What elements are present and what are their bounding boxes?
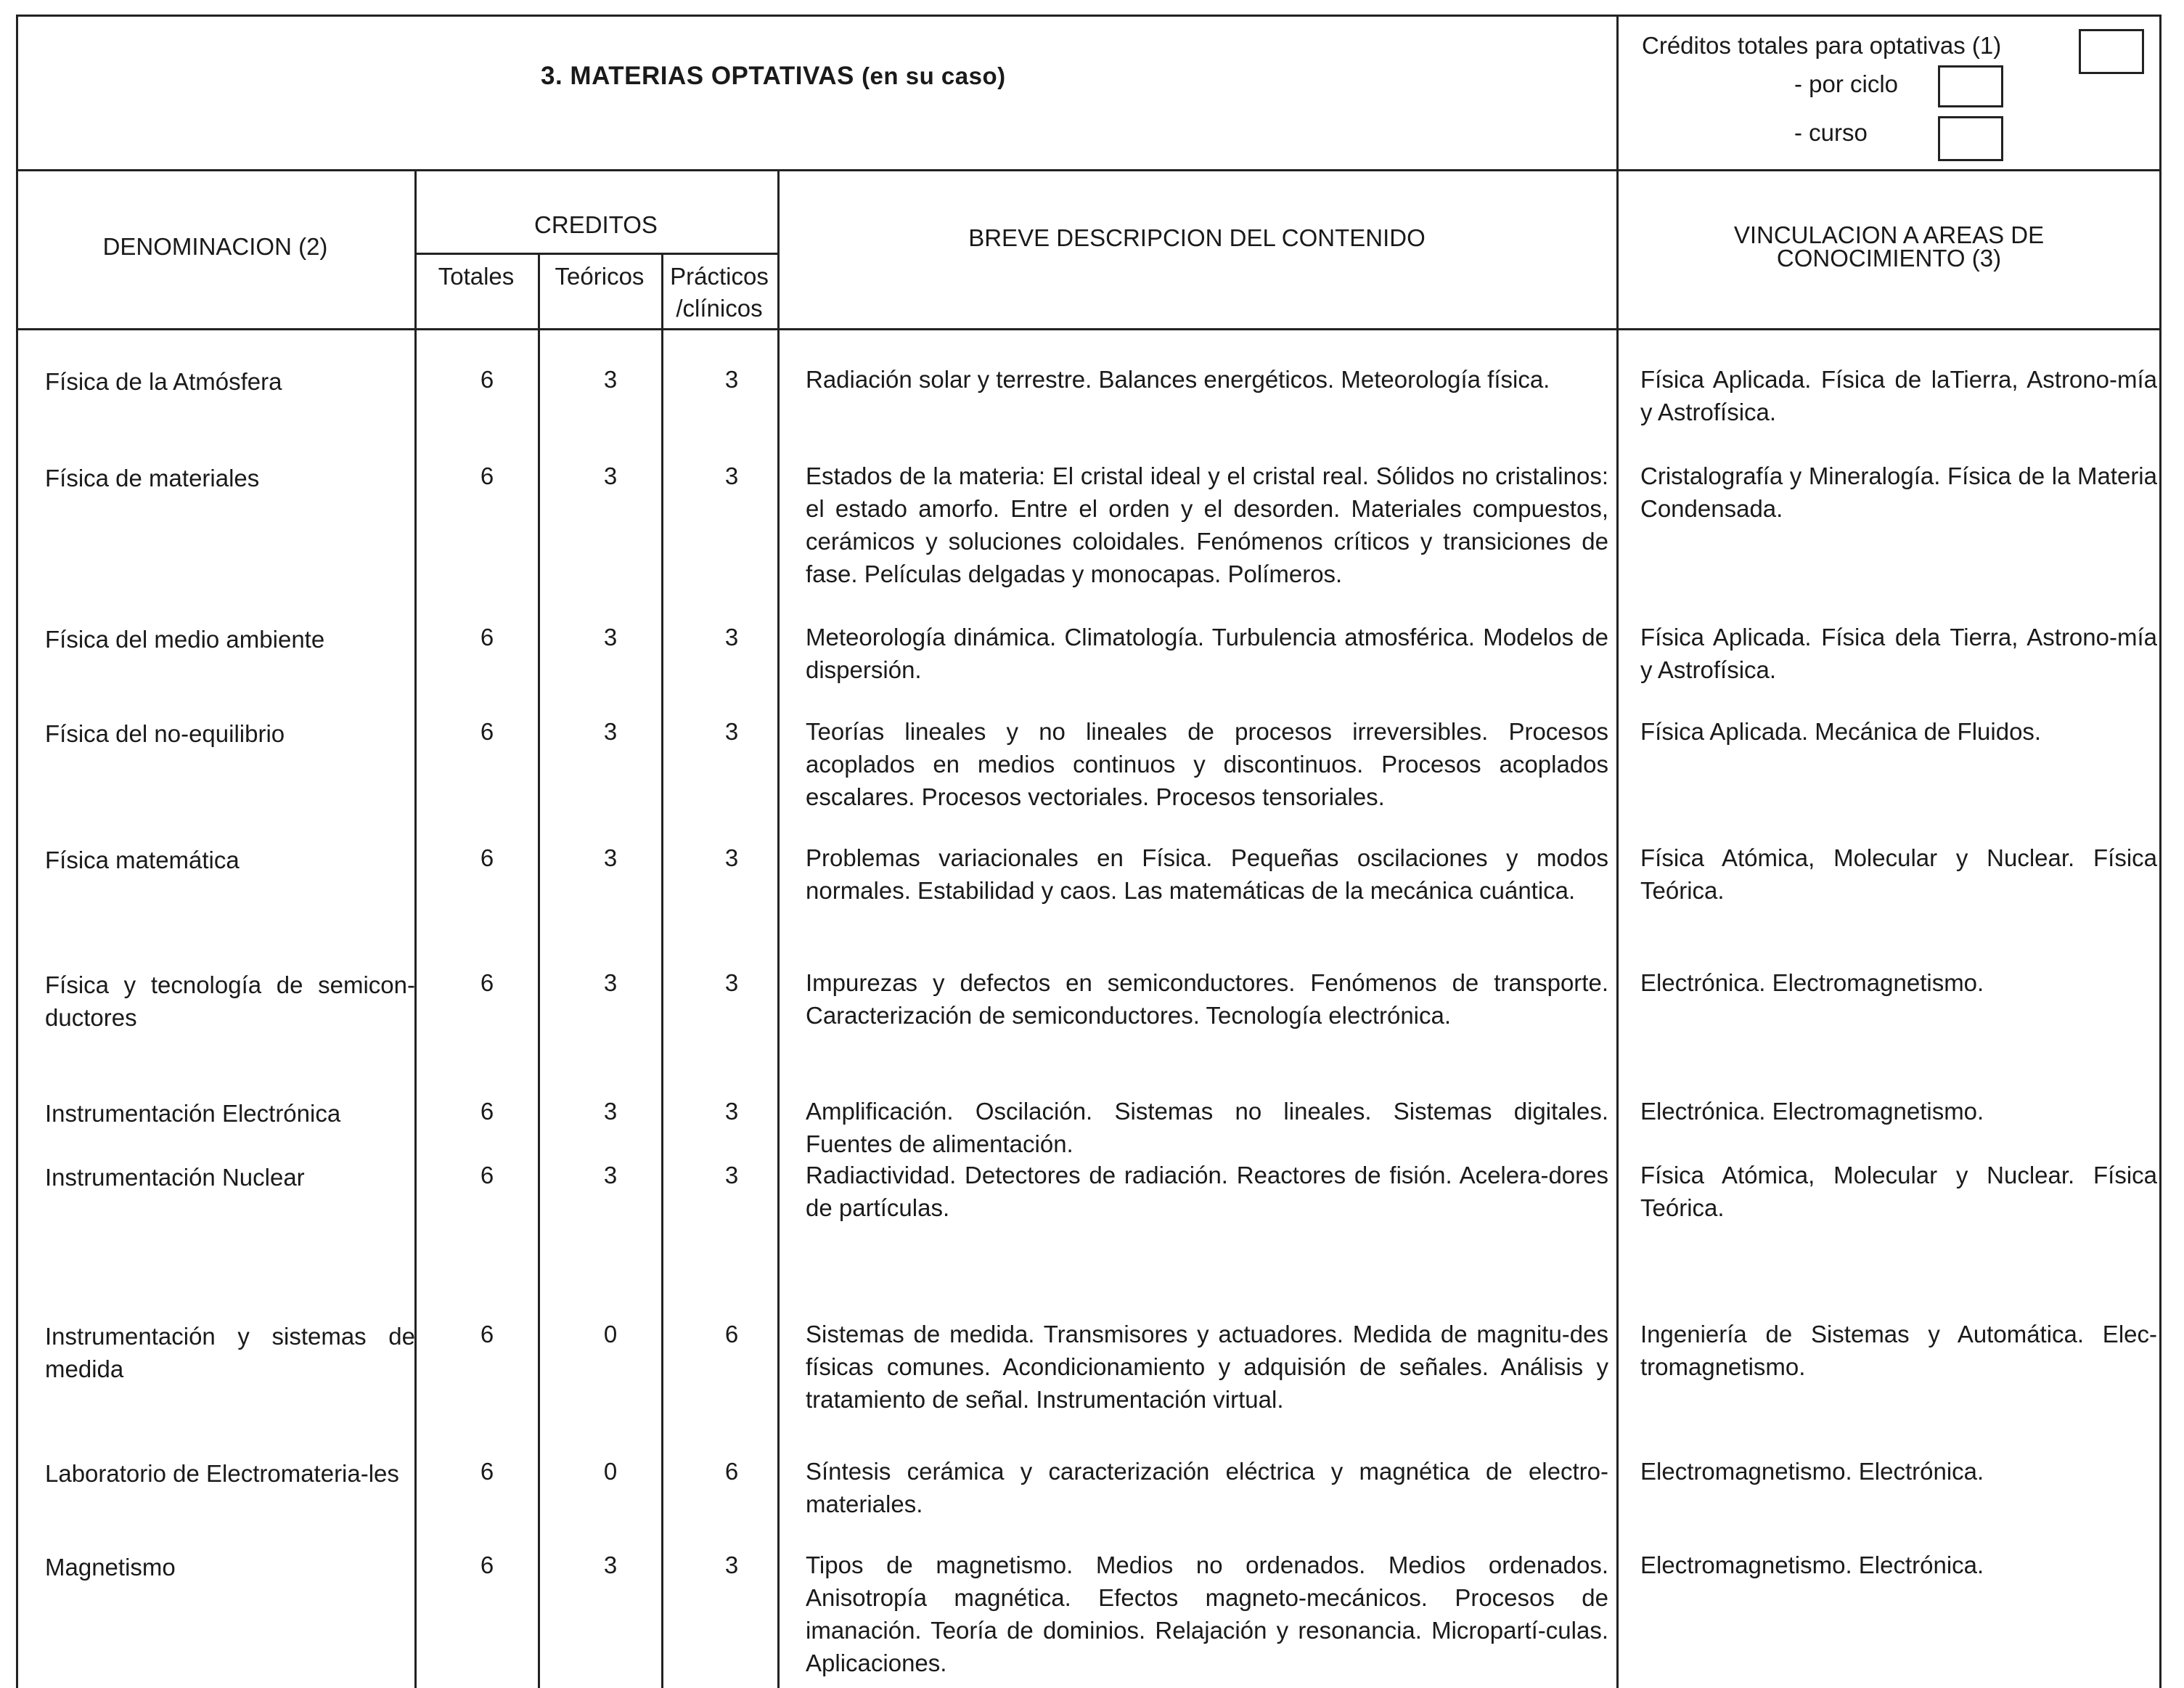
curso-label: - curso [1794,119,1868,146]
row-teoricos: 0 [603,1458,618,1485]
row-name: Física del no-equilibrio [45,720,285,747]
row-area: Electrónica. Electromagnetismo. [1640,969,1984,996]
row-teoricos: 3 [603,1162,618,1188]
header-denominacion: DENOMINACION (2) [102,233,328,260]
row-teoricos: 3 [603,1098,618,1125]
row-teoricos: 3 [603,844,618,871]
row-practicos: 3 [724,718,739,745]
row-name: Física matemática [45,847,240,873]
row-totales: 6 [480,1458,494,1485]
header-creditos: CREDITOS [534,211,658,238]
por-ciclo-box[interactable] [1938,65,2003,107]
row-totales: 6 [480,969,494,996]
row-practicos: 3 [724,624,739,651]
row-totales: 6 [480,624,494,651]
por-ciclo-label: - por ciclo [1794,70,1899,97]
row-descripcion: Radiactividad. Detectores de radiación. Reactores de fisión. Acelera-dores de partículas. [806,1162,1608,1221]
row-descripcion: Meteorología dinámica. Climatología. Turbulencia atmosférica. Modelos de dispersión. [806,624,1608,683]
row-totales: 6 [480,366,494,393]
row-name: Instrumentación y sistemas de medida [45,1323,415,1382]
curso-box[interactable] [1938,116,2003,161]
row-descripcion: Radiación solar y terrestre. Balances energéticos. Meteorología física. [806,366,1550,393]
row-practicos: 3 [724,1552,739,1578]
row-area: Electromagnetismo. Electrónica. [1640,1458,1984,1485]
row-area: Cristalografía y Mineralogía. Física de la Materia Condensada. [1640,462,2157,522]
row-area: Física Atómica, Molecular y Nuclear. Física Teórica. [1640,1162,2157,1221]
column-header-bottom-rule [16,328,2161,330]
row-name: Magnetismo [45,1554,176,1581]
row-practicos: 6 [724,1458,739,1485]
row-name: Instrumentación Electrónica [45,1100,341,1127]
row-area: Física Atómica, Molecular y Nuclear. Física Teórica. [1640,844,2157,904]
row-name: Instrumentación Nuclear [45,1164,305,1191]
row-practicos: 3 [724,844,739,871]
row-practicos: 3 [724,366,739,393]
row-practicos: 3 [724,1098,739,1125]
header-teoricos: Teóricos [555,263,645,290]
row-descripcion: Amplificación. Oscilación. Sistemas no lineales. Sistemas digitales. Fuentes de alimentación. [806,1098,1608,1157]
row-teoricos: 3 [603,718,618,745]
divider-teoricos [661,253,663,1688]
section-title: 3. MATERIAS OPTATIVAS (en su caso) [541,62,1006,90]
row-name: Física de la Atmósfera [45,368,282,395]
row-totales: 6 [480,462,494,489]
row-area: Ingeniería de Sistemas y Automática. Elec-tromagnetismo. [1640,1321,2157,1380]
row-practicos: 3 [724,969,739,996]
row-teoricos: 3 [603,1552,618,1578]
creditos-totales-box[interactable] [2079,29,2144,74]
row-descripcion: Teorías lineales y no lineales de procesos irreversibles. Procesos acoplados en medios continuos y discontinuos. Procesos acoplados escalares. Procesos vectoriales. Procesos tensoriales. [806,718,1608,810]
row-totales: 6 [480,1098,494,1125]
creditos-totales-label: Créditos totales para optativas (1) [1642,32,2002,59]
row-practicos: 6 [724,1321,739,1347]
header-totales: Totales [438,263,515,290]
row-area: Física Aplicada. Mecánica de Fluidos. [1640,718,2042,745]
row-totales: 6 [480,718,494,745]
row-totales: 6 [480,1321,494,1347]
row-descripcion: Sistemas de medida. Transmisores y actuadores. Medida de magnitu-des físicas comunes. Acondicionamiento y adquisión de señales. Análisis y tratamiento de señal. Instrumentación virtual. [806,1321,1608,1413]
row-totales: 6 [480,844,494,871]
header-bottom-rule [16,169,2161,171]
row-totales: 6 [480,1552,494,1578]
row-teoricos: 3 [603,366,618,393]
row-area: Electromagnetismo. Electrónica. [1640,1552,1984,1578]
row-name: Física del medio ambiente [45,626,325,653]
row-teoricos: 0 [603,1321,618,1347]
row-descripcion: Tipos de magnetismo. Medios no ordenados. Medios ordenados. Anisotropía magnética. Efectos magneto-mecánicos. Procesos de imanación. Teoría de dominios. Relajación y resonancia. Micropartí-culas. Aplicaciones. [806,1552,1608,1676]
row-name: Laboratorio de Electromateria-les [45,1460,399,1487]
creditos-sub-rule [414,253,777,255]
header-practicos: Prácticos /clínicos [670,263,769,322]
row-descripcion: Estados de la materia: El cristal ideal y el cristal real. Sólidos no cristalinos: el estado amorfo. Entre el orden y el desorden. Materiales compuestos, cerámicos y soluciones coloidales. Fenómenos críticos y transiciones de fase. Películas delgadas y monocapas. Polímeros. [806,462,1608,587]
row-teoricos: 3 [603,624,618,651]
row-area: Física Aplicada. Física de laTierra, Astrono-mía y Astrofísica. [1640,366,2157,425]
row-practicos: 3 [724,1162,739,1188]
row-teoricos: 3 [603,969,618,996]
row-descripcion: Problemas variacionales en Física. Pequeñas oscilaciones y modos normales. Estabilidad y caos. Las matemáticas de la mecánica cuántica. [806,844,1608,904]
row-descripcion: Síntesis cerámica y caracterización eléctrica y magnética de electro-materiales. [806,1458,1608,1517]
row-descripcion: Impurezas y defectos en semiconductores. Fenómenos de transporte. Caracterización de semiconductores. Tecnología electrónica. [806,969,1608,1029]
row-practicos: 3 [724,462,739,489]
row-name: Física de materiales [45,465,260,492]
row-area: Electrónica. Electromagnetismo. [1640,1098,1984,1125]
header-descripcion: BREVE DESCRIPCION DEL CONTENIDO [968,224,1426,251]
header-vinculacion: VINCULACION A AREAS DE CONOCIMIENTO (3) [1733,221,2045,272]
divider-creditos [777,169,780,1688]
row-name: Física y tecnología de semicon-ductores [45,971,415,1031]
row-teoricos: 3 [603,462,618,489]
divider-totales [538,253,540,1688]
row-area: Física Aplicada. Física dela Tierra, Astrono-mía y Astrofísica. [1640,624,2157,683]
row-totales: 6 [480,1162,494,1188]
